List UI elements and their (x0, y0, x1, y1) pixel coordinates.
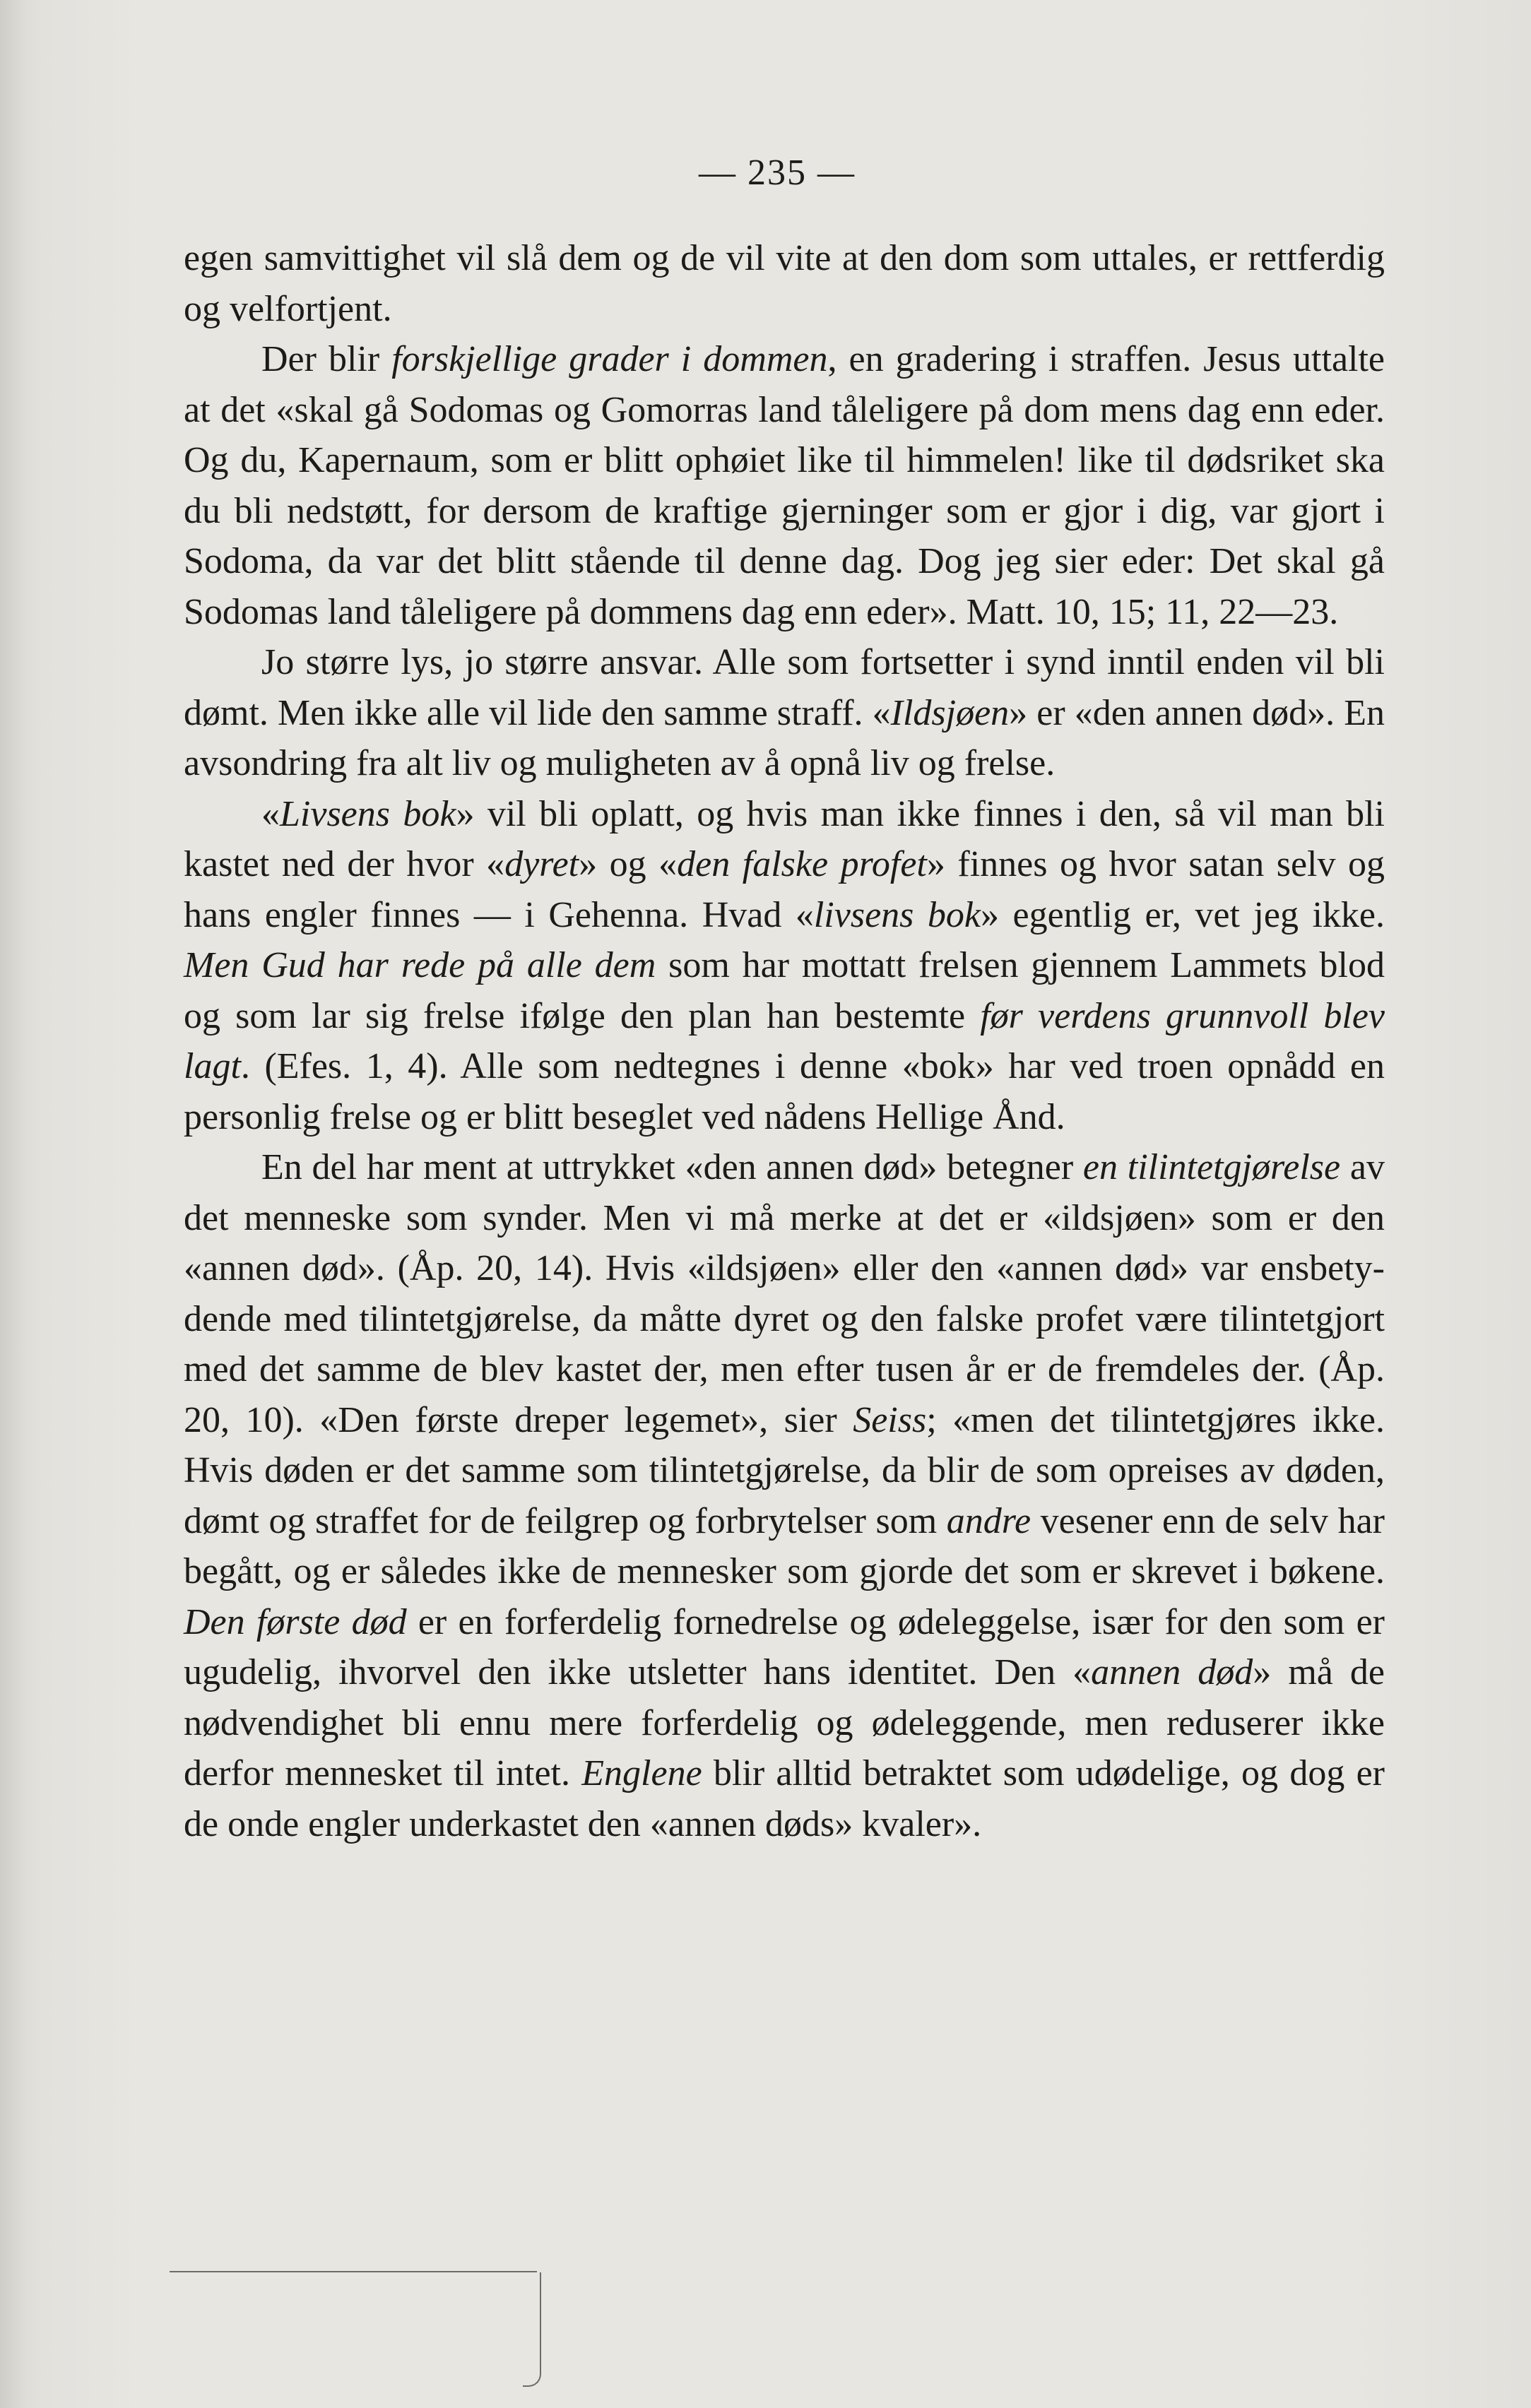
text-run: En del har ment at uttrykket «den annen død» betegner (261, 1147, 1083, 1187)
spine-shadow (0, 0, 27, 2408)
text-run: er en forferdelig fornedrelse og ødeleggelse, især for den som er ugudelig, ihvorvel den ikke utsletter hans identitet. Den « (184, 1601, 1385, 1692)
text-run: » og « (579, 844, 678, 884)
pencil-margin-mark (170, 2271, 537, 2322)
italic-text: Den første død (184, 1601, 407, 1642)
paragraph (184, 789, 1385, 1143)
italic-text: Englene (581, 1753, 702, 1793)
text-run: som har mottatt frelsen gjennem Lammets blod og som lar sig frelse ifølge den plan han bestemte (184, 945, 1385, 1036)
text-run: ; «men det tilintetgjøres ikke. Hvis døden er det samme som tilintetgjørelse, da blir de som opreises av døden, dømt og straffet for de feilgrep og forbrytelser som (184, 1399, 1385, 1541)
italic-text: Ildsjøen (890, 692, 1010, 733)
text-run: . (Efes. 1, 4). Alle som nedtegnes i denne «bok» har ved troen opnådd en personlig frelse og er blitt beseglet ved nådens Hellige Ånd. (184, 1046, 1385, 1137)
text-run: » må de nødvendighet bli ennu mere forferdelig og ødeleggende, men reduserer ikke derfor mennesket til intet. (184, 1652, 1385, 1793)
paragraph (184, 233, 1385, 334)
italic-text: andre (946, 1500, 1031, 1541)
italic-text: livsens bok (813, 894, 981, 935)
italic-text: den falske profet (677, 844, 927, 884)
body-text (184, 233, 1385, 1849)
text-run: , en gradering i straffen. Jesus uttalte at det «skal gå Sodomas og Gomorras land tåleligere på dom mens dag enn eder. Og du, Kapernaum, som er blitt ophøiet like til himmelen! like til dødsriket ska du bli nedstøtt, for dersom de kraftige gjerninger som er gjor i dig, var gjort i Sodoma, da var det blitt stående til denne dag. Dog jeg sier eder: Det skal gå Sodomas land tåleligere på dommens dag enn eder». Matt. 10, 15; 11, 22—23. (184, 339, 1385, 632)
paragraph (184, 1142, 1385, 1849)
italic-text: annen død (1091, 1652, 1253, 1692)
italic-text: forskjellige grader i dommen (391, 339, 828, 379)
text-run: Der blir (261, 339, 392, 379)
text-run: » egentlig er, vet jeg ikke. (981, 894, 1385, 935)
paragraph (184, 637, 1385, 789)
text-run: » finnes og hvor satan selv og hans engler finnes — i Gehenna. Hvad « (184, 844, 1385, 935)
pencil-bracket (523, 2272, 541, 2387)
paragraph (184, 334, 1385, 637)
text-run: Jo større lys, jo større ansvar. Alle som fortsetter i synd inntil enden vil bli dømt. Men ikke alle vil lide den samme straff. « (184, 642, 1385, 733)
italic-text: Livsens bok (280, 793, 456, 834)
text-run: » er «den annen død». En avsondring fra alt liv og muligheten av å opnå liv og frelse. (184, 692, 1385, 783)
page-number: — 235 — (699, 153, 856, 193)
italic-text: en tilintetgjørelse (1082, 1147, 1341, 1187)
text-run: vesener enn de selv har begått, og er således ikke de mennesker som gjorde det som er skrevet i bøkene. (184, 1500, 1385, 1591)
text-run: « (261, 793, 280, 834)
italic-text: Seiss (853, 1399, 927, 1440)
text-run: » vil bli oplatt, og hvis man ikke finnes i den, så vil man bli kastet ned der hvor « (184, 793, 1385, 884)
text-run: av det menneske som synder. Men vi må merke at det er «ildsjøen» som er den «annen død». (Åp. 20, 14). Hvis «ildsjøen» eller den «annen død» var ensbetydende med tilintetgjørelse, da måtte dyret og den falske profet være tilintetgjort med det samme de blev kastet der, men efter tusen år er de fremdeles der. (Åp. 20, 10). «Den første dreper legemet», sier (184, 1147, 1385, 1440)
italic-text: Men Gud har rede på alle dem (184, 945, 656, 985)
text-run: egen samvittighet vil slå dem og de vil vite at den dom som uttales, er rettferdig og velfortjent. (184, 238, 1385, 329)
italic-text: dyret (504, 844, 579, 884)
text-run: blir alltid betraktet som udødelige, og dog er de onde engler underkastet den «annen døds» kvaler». (184, 1753, 1385, 1844)
italic-text: før verdens grunnvoll blev lagt (184, 995, 1385, 1086)
